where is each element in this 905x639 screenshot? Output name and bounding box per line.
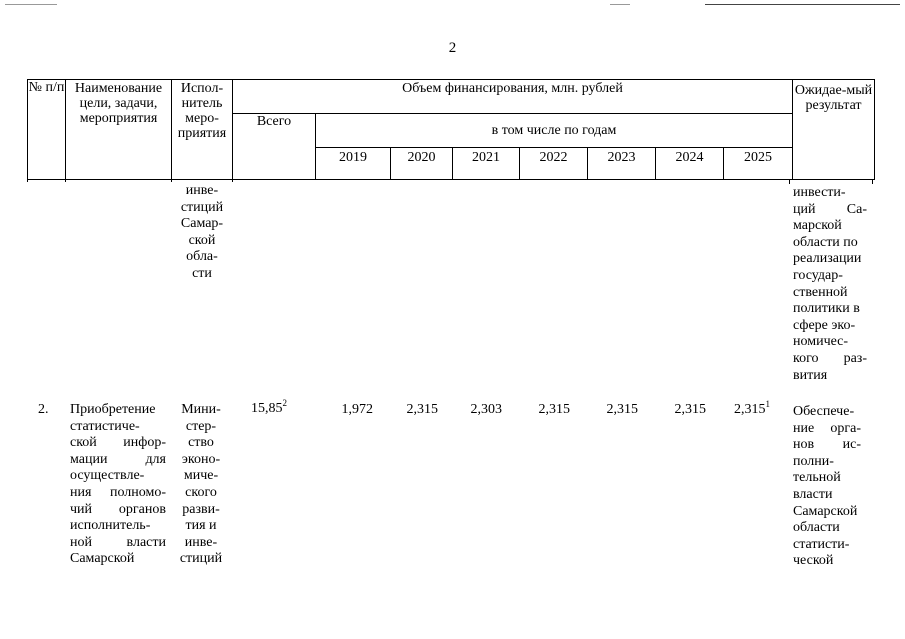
row2-value-2019: 1,972 [341,402,373,417]
header-table [27,79,875,180]
column-line [232,180,233,182]
header-year: 2020 [391,148,453,180]
column-line [27,180,28,182]
row2-result: Обеспече- ние орга- нов ис- полни- тельной власти Самарской области статисти- ческой [793,404,861,569]
scan-line [610,4,630,5]
scan-line [705,4,900,5]
header-year: 2019 [316,148,391,180]
row2-value-2021: 2,303 [470,402,502,417]
header-total: Всего [233,114,316,180]
header-by-years: в том числе по годам [316,114,793,148]
row2-value-2023: 2,315 [606,402,638,417]
header-year: 2025 [724,148,793,180]
row2-executor: Мини- стер- ство эконо- миче- ского разви- тия и инве- стиций [179,402,223,567]
column-line [171,180,172,182]
row2-value-2020: 2,315 [406,402,438,417]
row2-name: Приобретение статистиче- ской инфор- мации для осуществле- ния полномо- чий органов исполнитель- ной власти Самарской [70,402,166,567]
header-year: 2024 [656,148,724,180]
header-year: 2022 [520,148,588,180]
continuation-executor: инве- стиций Самар- ской обла- сти [180,183,224,281]
header-executor: Испол-нитель меро-приятия [172,80,233,180]
header-year: 2021 [453,148,520,180]
header-funding: Объем финансирования, млн. рублей [233,80,793,114]
row2-value-2025: 2,315$^1$ [734,399,770,417]
column-line [872,180,873,184]
row2-total: 15,85$^2$ [251,398,287,416]
row2-value-2024: 2,315 [674,402,706,417]
row2-value-2022: 2,315 [538,402,570,417]
column-line [65,180,66,182]
header-name: Наименование цели, задачи, мероприятия [66,80,172,180]
header-result: Ожидае-мый результат [793,80,875,180]
column-line [789,180,790,184]
row2-number: 2. [38,402,49,417]
header-no: № п/п [28,80,66,180]
continuation-result: инвести- ций Са- марской области по реализации государ- ственной политики в сфере эко- номичес- кого раз- вития [793,185,867,383]
scan-line [5,4,57,5]
page-number: 2 [448,40,457,56]
header-year: 2023 [588,148,656,180]
